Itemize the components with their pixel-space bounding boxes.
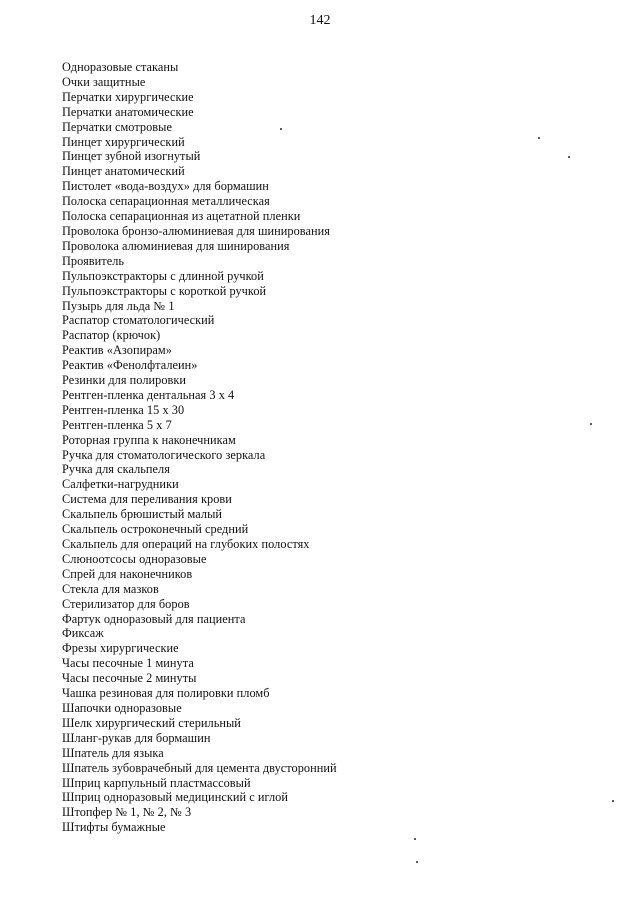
- list-item: Скальпель для операций на глубоких полостях: [62, 537, 310, 551]
- list-item: Перчатки смотровые: [62, 119, 172, 134]
- list-item: Перчатки анатомические: [62, 104, 194, 119]
- list-item: Пинцет хирургический: [62, 134, 185, 149]
- list-item: Фиксаж: [62, 626, 104, 641]
- list-item: Стекла для мазков: [62, 581, 159, 596]
- list-item: Ручка для скальпеля: [62, 462, 170, 477]
- list-item: Шприц одноразовый медицинский с иглой: [62, 790, 288, 805]
- list-item: Очки защитные: [62, 74, 146, 89]
- list-item: Спрей для наконечников: [62, 566, 193, 581]
- list-item: Пульпоэкстракторы с короткой ручкой: [62, 283, 267, 298]
- list-item: Рентген-пленка дентальная 3 х 4: [62, 387, 235, 402]
- list-item: Фартук одноразовый для пациента: [62, 611, 246, 626]
- list-item: Реактив «Азопирам»: [62, 343, 172, 358]
- list-item: Распатор стоматологический: [62, 313, 215, 328]
- list-item: Рентген-пленка 5 х 7: [62, 417, 172, 432]
- list-item: Резинки для полировки: [62, 373, 187, 388]
- list-item: Скальпель остроконечный средний: [62, 522, 249, 537]
- list-item: Полоска сепарационная из ацетатной пленки: [62, 209, 301, 224]
- list-item: Часы песочные 1 минута: [62, 656, 194, 671]
- list-item: Полоска сепарационная металлическая: [62, 194, 270, 209]
- page-number: 142: [309, 13, 331, 28]
- list-item: Штопфер № 1, № 2, № 3: [62, 805, 192, 820]
- list-item: Роторная группа к наконечникам: [62, 432, 236, 447]
- scan-speck: [590, 423, 592, 425]
- list-item: Система для переливания крови: [62, 492, 232, 507]
- item-list: [62, 60, 337, 835]
- list-item: Пинцет анатомический: [62, 164, 185, 179]
- list-item: Скальпель брюшистый малый: [62, 507, 223, 522]
- list-item: Реактив «Фенолфталеин»: [62, 358, 198, 373]
- list-item: Перчатки хирургические: [62, 89, 194, 104]
- list-item: Пульпоэкстракторы с длинной ручкой: [62, 268, 264, 283]
- list-item: Стерилизатор для боров: [62, 596, 190, 611]
- list-item: Салфетки-нагрудники: [62, 477, 179, 492]
- scan-speck: [414, 838, 416, 840]
- list-item: Ручка для стоматологического зеркала: [62, 447, 266, 462]
- scan-speck: [416, 861, 418, 863]
- list-item: Шланг-рукав для бормашин: [62, 730, 211, 745]
- list-item: Слюноотсосы одноразовые: [62, 551, 207, 566]
- list-item: Пузырь для льда № 1: [62, 298, 175, 313]
- list-item: Проявитель: [62, 253, 125, 268]
- list-item: Штифты бумажные: [62, 820, 166, 835]
- list-item: Шпатель зубоврачебный для цемента двусторонний: [62, 760, 337, 775]
- list-item: Проволока бронзо-алюминиевая для шинирования: [62, 223, 330, 238]
- scan-speck: [612, 800, 614, 802]
- list-item: Рентген-пленка 15 х 30: [62, 402, 185, 417]
- list-item: Чашка резиновая для полировки пломб: [62, 686, 270, 701]
- list-item: Одноразовые стаканы: [62, 60, 179, 74]
- scan-speck: [280, 128, 282, 130]
- list-item: Фрезы хирургические: [62, 641, 179, 656]
- list-item: Шелк хирургический стерильный: [62, 715, 241, 730]
- list-item: Шпатель для языка: [62, 745, 164, 760]
- scan-speck: [538, 137, 540, 139]
- list-item: Распатор (крючок): [62, 328, 161, 343]
- list-item: Пистолет «вода-воздух» для бормашин: [62, 179, 269, 194]
- scan-speck: [568, 156, 570, 158]
- list-item: Пинцет зубной изогнутый: [62, 149, 201, 164]
- list-item: Шапочки одноразовые: [62, 700, 182, 715]
- list-item: Шприц карпульный пластмассовый: [62, 775, 251, 790]
- list-item: Часы песочные 2 минуты: [62, 671, 197, 686]
- list-item: Проволока алюминиевая для шинирования: [62, 238, 290, 253]
